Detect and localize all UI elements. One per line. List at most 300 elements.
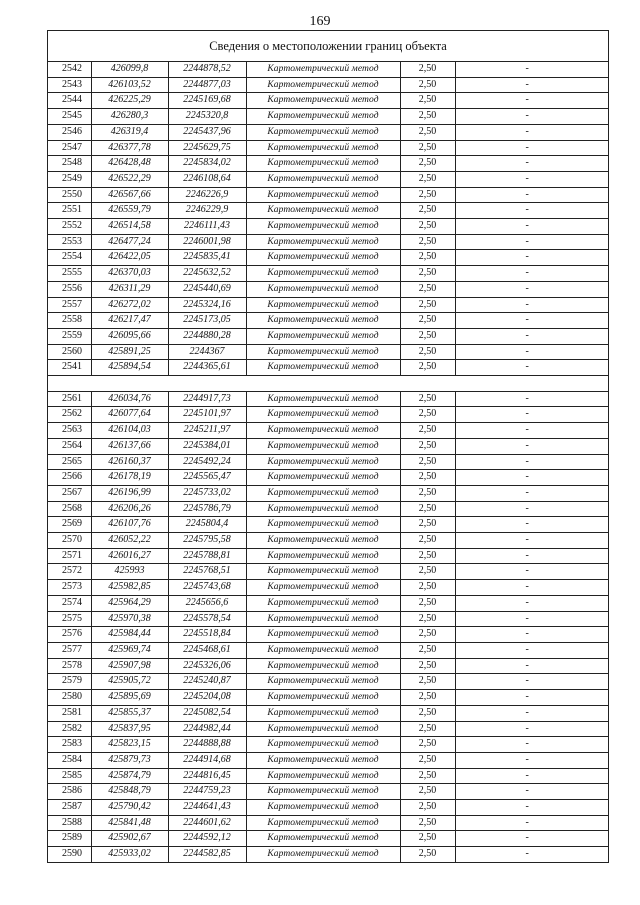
y-coordinate-cell: 2245786,79: [168, 501, 246, 517]
accuracy-cell: 2,50: [400, 674, 455, 690]
note-cell: -: [455, 831, 608, 847]
table-row: [48, 501, 608, 517]
table-row: [48, 611, 608, 627]
accuracy-cell: 2,50: [400, 438, 455, 454]
method-cell: Картометрический метод: [246, 187, 400, 203]
method-cell: Картометрический метод: [246, 391, 400, 407]
accuracy-cell: 2,50: [400, 564, 455, 580]
y-coordinate-cell: 2245733,02: [168, 485, 246, 501]
x-coordinate-cell: 426377,78: [91, 140, 168, 156]
x-coordinate-cell: 426160,37: [91, 454, 168, 470]
x-coordinate-cell: 425933,02: [91, 847, 168, 862]
y-coordinate-cell: 2244816,45: [168, 768, 246, 784]
x-coordinate-cell: 426137,66: [91, 438, 168, 454]
method-cell: Картометрический метод: [246, 784, 400, 800]
method-cell: Картометрический метод: [246, 250, 400, 266]
note-cell: -: [455, 281, 608, 297]
table-row: [48, 344, 608, 360]
method-cell: Картометрический метод: [246, 328, 400, 344]
accuracy-cell: 2,50: [400, 533, 455, 549]
note-cell: -: [455, 391, 608, 407]
y-coordinate-cell: 2245173,05: [168, 313, 246, 329]
x-coordinate-cell: 426422,05: [91, 250, 168, 266]
point-number-cell: 2545: [48, 109, 91, 125]
point-number-cell: 2590: [48, 847, 91, 862]
y-coordinate-cell: 2244367: [168, 344, 246, 360]
x-coordinate-cell: 425969,74: [91, 643, 168, 659]
y-coordinate-cell: 2245320,8: [168, 109, 246, 125]
method-cell: Картометрический метод: [246, 752, 400, 768]
note-cell: -: [455, 62, 608, 77]
x-coordinate-cell: 426104,03: [91, 423, 168, 439]
x-coordinate-cell: 426522,29: [91, 171, 168, 187]
point-number-cell: 2573: [48, 580, 91, 596]
accuracy-cell: 2,50: [400, 768, 455, 784]
y-coordinate-cell: 2245629,75: [168, 140, 246, 156]
x-coordinate-cell: 425902,67: [91, 831, 168, 847]
note-cell: -: [455, 328, 608, 344]
accuracy-cell: 2,50: [400, 690, 455, 706]
contour-separator-row: [48, 376, 608, 392]
note-cell: -: [455, 501, 608, 517]
note-cell: -: [455, 721, 608, 737]
point-number-cell: 2550: [48, 187, 91, 203]
method-cell: Картометрический метод: [246, 847, 400, 862]
note-cell: -: [455, 800, 608, 816]
accuracy-cell: 2,50: [400, 140, 455, 156]
table-row: [48, 595, 608, 611]
x-coordinate-cell: 426311,29: [91, 281, 168, 297]
note-cell: -: [455, 250, 608, 266]
accuracy-cell: 2,50: [400, 344, 455, 360]
table-row: [48, 140, 608, 156]
accuracy-cell: 2,50: [400, 423, 455, 439]
table-row: [48, 187, 608, 203]
x-coordinate-cell: 425855,37: [91, 705, 168, 721]
method-cell: Картометрический метод: [246, 533, 400, 549]
note-cell: -: [455, 360, 608, 376]
note-cell: -: [455, 344, 608, 360]
note-cell: -: [455, 533, 608, 549]
method-cell: Картометрический метод: [246, 203, 400, 219]
method-cell: Картометрический метод: [246, 705, 400, 721]
y-coordinate-cell: 2244601,62: [168, 815, 246, 831]
note-cell: -: [455, 297, 608, 313]
table-row: [48, 815, 608, 831]
point-number-cell: 2542: [48, 62, 91, 77]
note-cell: -: [455, 109, 608, 125]
accuracy-cell: 2,50: [400, 250, 455, 266]
method-cell: Картометрический метод: [246, 658, 400, 674]
x-coordinate-cell: 426428,48: [91, 156, 168, 172]
x-coordinate-cell: 426514,58: [91, 219, 168, 235]
y-coordinate-cell: 2245101,97: [168, 407, 246, 423]
point-number-cell: 2541: [48, 360, 91, 376]
accuracy-cell: 2,50: [400, 721, 455, 737]
point-number-cell: 2567: [48, 485, 91, 501]
table-row: [48, 281, 608, 297]
accuracy-cell: 2,50: [400, 501, 455, 517]
method-cell: Картометрический метод: [246, 297, 400, 313]
method-cell: Картометрический метод: [246, 281, 400, 297]
accuracy-cell: 2,50: [400, 517, 455, 533]
table-row: [48, 391, 608, 407]
point-number-cell: 2559: [48, 328, 91, 344]
x-coordinate-cell: 426477,24: [91, 234, 168, 250]
y-coordinate-cell: 2245204,08: [168, 690, 246, 706]
point-number-cell: 2571: [48, 548, 91, 564]
point-number-cell: 2547: [48, 140, 91, 156]
method-cell: Картометрический метод: [246, 360, 400, 376]
x-coordinate-cell: 425970,38: [91, 611, 168, 627]
note-cell: -: [455, 580, 608, 596]
table-row: [48, 156, 608, 172]
coordinates-table: [48, 62, 608, 862]
table-row: [48, 124, 608, 140]
x-coordinate-cell: 426099,8: [91, 62, 168, 77]
note-cell: -: [455, 595, 608, 611]
y-coordinate-cell: 2244365,61: [168, 360, 246, 376]
table-row: [48, 784, 608, 800]
method-cell: Картометрический метод: [246, 548, 400, 564]
y-coordinate-cell: 2245835,41: [168, 250, 246, 266]
point-number-cell: 2568: [48, 501, 91, 517]
accuracy-cell: 2,50: [400, 548, 455, 564]
table-row: [48, 831, 608, 847]
y-coordinate-cell: 2244880,28: [168, 328, 246, 344]
point-number-cell: 2546: [48, 124, 91, 140]
x-coordinate-cell: 425841,48: [91, 815, 168, 831]
method-cell: Картометрический метод: [246, 674, 400, 690]
note-cell: -: [455, 690, 608, 706]
x-coordinate-cell: 426370,03: [91, 266, 168, 282]
x-coordinate-cell: 425905,72: [91, 674, 168, 690]
y-coordinate-cell: 2244878,52: [168, 62, 246, 77]
point-number-cell: 2555: [48, 266, 91, 282]
table-row: [48, 423, 608, 439]
accuracy-cell: 2,50: [400, 470, 455, 486]
y-coordinate-cell: 2244914,68: [168, 752, 246, 768]
point-number-cell: 2572: [48, 564, 91, 580]
y-coordinate-cell: 2245578,54: [168, 611, 246, 627]
table-row: [48, 674, 608, 690]
y-coordinate-cell: 2244877,03: [168, 77, 246, 93]
y-coordinate-cell: 2244917,73: [168, 391, 246, 407]
x-coordinate-cell: 426034,76: [91, 391, 168, 407]
y-coordinate-cell: 2246001,98: [168, 234, 246, 250]
x-coordinate-cell: 425894,54: [91, 360, 168, 376]
y-coordinate-cell: 2245632,52: [168, 266, 246, 282]
x-coordinate-cell: 426107,76: [91, 517, 168, 533]
accuracy-cell: 2,50: [400, 313, 455, 329]
note-cell: -: [455, 705, 608, 721]
point-number-cell: 2586: [48, 784, 91, 800]
method-cell: Картометрический метод: [246, 266, 400, 282]
table-row: [48, 658, 608, 674]
accuracy-cell: 2,50: [400, 109, 455, 125]
method-cell: Картометрический метод: [246, 77, 400, 93]
method-cell: Картометрический метод: [246, 815, 400, 831]
x-coordinate-cell: 426016,27: [91, 548, 168, 564]
note-cell: -: [455, 768, 608, 784]
y-coordinate-cell: 2245468,61: [168, 643, 246, 659]
x-coordinate-cell: 425993: [91, 564, 168, 580]
method-cell: Картометрический метод: [246, 219, 400, 235]
method-cell: Картометрический метод: [246, 62, 400, 77]
accuracy-cell: 2,50: [400, 815, 455, 831]
note-cell: -: [455, 438, 608, 454]
y-coordinate-cell: 2245743,68: [168, 580, 246, 596]
table-row: [48, 360, 608, 376]
point-number-cell: 2563: [48, 423, 91, 439]
note-cell: -: [455, 485, 608, 501]
method-cell: Картометрический метод: [246, 517, 400, 533]
x-coordinate-cell: 426272,02: [91, 297, 168, 313]
point-number-cell: 2570: [48, 533, 91, 549]
x-coordinate-cell: 426103,52: [91, 77, 168, 93]
accuracy-cell: 2,50: [400, 203, 455, 219]
x-coordinate-cell: 426052,22: [91, 533, 168, 549]
point-number-cell: 2574: [48, 595, 91, 611]
point-number-cell: 2544: [48, 93, 91, 109]
x-coordinate-cell: 426567,66: [91, 187, 168, 203]
accuracy-cell: 2,50: [400, 627, 455, 643]
point-number-cell: 2554: [48, 250, 91, 266]
method-cell: Картометрический метод: [246, 737, 400, 753]
accuracy-cell: 2,50: [400, 156, 455, 172]
table-row: [48, 800, 608, 816]
note-cell: -: [455, 219, 608, 235]
note-cell: -: [455, 140, 608, 156]
note-cell: -: [455, 203, 608, 219]
y-coordinate-cell: 2245082,54: [168, 705, 246, 721]
x-coordinate-cell: 426280,3: [91, 109, 168, 125]
y-coordinate-cell: 2245326,06: [168, 658, 246, 674]
x-coordinate-cell: 425837,95: [91, 721, 168, 737]
method-cell: Картометрический метод: [246, 109, 400, 125]
y-coordinate-cell: 2246229,9: [168, 203, 246, 219]
point-number-cell: 2589: [48, 831, 91, 847]
y-coordinate-cell: 2244759,23: [168, 784, 246, 800]
table-row: [48, 203, 608, 219]
y-coordinate-cell: 2245804,4: [168, 517, 246, 533]
x-coordinate-cell: 426206,26: [91, 501, 168, 517]
accuracy-cell: 2,50: [400, 328, 455, 344]
x-coordinate-cell: 426217,47: [91, 313, 168, 329]
method-cell: Картометрический метод: [246, 690, 400, 706]
x-coordinate-cell: 425891,25: [91, 344, 168, 360]
note-cell: -: [455, 77, 608, 93]
point-number-cell: 2575: [48, 611, 91, 627]
point-number-cell: 2569: [48, 517, 91, 533]
point-number-cell: 2581: [48, 705, 91, 721]
accuracy-cell: 2,50: [400, 485, 455, 501]
note-cell: -: [455, 234, 608, 250]
accuracy-cell: 2,50: [400, 124, 455, 140]
method-cell: Картометрический метод: [246, 721, 400, 737]
method-cell: Картометрический метод: [246, 124, 400, 140]
y-coordinate-cell: 2245240,87: [168, 674, 246, 690]
method-cell: Картометрический метод: [246, 580, 400, 596]
accuracy-cell: 2,50: [400, 187, 455, 203]
note-cell: -: [455, 454, 608, 470]
y-coordinate-cell: 2245169,68: [168, 93, 246, 109]
method-cell: Картометрический метод: [246, 438, 400, 454]
accuracy-cell: 2,50: [400, 360, 455, 376]
x-coordinate-cell: 425874,79: [91, 768, 168, 784]
point-number-cell: 2562: [48, 407, 91, 423]
method-cell: Картометрический метод: [246, 93, 400, 109]
point-number-cell: 2582: [48, 721, 91, 737]
point-number-cell: 2543: [48, 77, 91, 93]
table-row: [48, 548, 608, 564]
accuracy-cell: 2,50: [400, 752, 455, 768]
table-row: [48, 250, 608, 266]
point-number-cell: 2548: [48, 156, 91, 172]
table-row: [48, 313, 608, 329]
accuracy-cell: 2,50: [400, 643, 455, 659]
y-coordinate-cell: 2246111,43: [168, 219, 246, 235]
method-cell: Картометрический метод: [246, 501, 400, 517]
y-coordinate-cell: 2244641,43: [168, 800, 246, 816]
table-row: [48, 752, 608, 768]
point-number-cell: 2552: [48, 219, 91, 235]
accuracy-cell: 2,50: [400, 800, 455, 816]
point-number-cell: 2556: [48, 281, 91, 297]
accuracy-cell: 2,50: [400, 407, 455, 423]
x-coordinate-cell: 425823,15: [91, 737, 168, 753]
table-row: [48, 171, 608, 187]
table-row: [48, 266, 608, 282]
accuracy-cell: 2,50: [400, 595, 455, 611]
accuracy-cell: 2,50: [400, 77, 455, 93]
point-number-cell: 2558: [48, 313, 91, 329]
y-coordinate-cell: 2245211,97: [168, 423, 246, 439]
method-cell: Картометрический метод: [246, 564, 400, 580]
y-coordinate-cell: 2246226,9: [168, 187, 246, 203]
y-coordinate-cell: 2245518,84: [168, 627, 246, 643]
note-cell: -: [455, 313, 608, 329]
x-coordinate-cell: 426196,99: [91, 485, 168, 501]
y-coordinate-cell: 2246108,64: [168, 171, 246, 187]
table-row: [48, 234, 608, 250]
table-row: [48, 847, 608, 862]
accuracy-cell: 2,50: [400, 705, 455, 721]
method-cell: Картометрический метод: [246, 768, 400, 784]
y-coordinate-cell: 2245437,96: [168, 124, 246, 140]
x-coordinate-cell: 426319,4: [91, 124, 168, 140]
method-cell: Картометрический метод: [246, 627, 400, 643]
accuracy-cell: 2,50: [400, 737, 455, 753]
point-number-cell: 2564: [48, 438, 91, 454]
page-number: 169: [309, 14, 331, 29]
table-row: [48, 643, 608, 659]
table-row: [48, 705, 608, 721]
point-number-cell: 2584: [48, 752, 91, 768]
point-number-cell: 2579: [48, 674, 91, 690]
point-number-cell: 2549: [48, 171, 91, 187]
point-number-cell: 2553: [48, 234, 91, 250]
table-row: [48, 219, 608, 235]
note-cell: -: [455, 674, 608, 690]
accuracy-cell: 2,50: [400, 454, 455, 470]
point-number-cell: 2566: [48, 470, 91, 486]
table-row: [48, 297, 608, 313]
accuracy-cell: 2,50: [400, 234, 455, 250]
note-cell: -: [455, 611, 608, 627]
y-coordinate-cell: 2245795,58: [168, 533, 246, 549]
x-coordinate-cell: 425984,44: [91, 627, 168, 643]
note-cell: -: [455, 737, 608, 753]
method-cell: Картометрический метод: [246, 800, 400, 816]
note-cell: -: [455, 470, 608, 486]
y-coordinate-cell: 2245768,51: [168, 564, 246, 580]
table-row: [48, 690, 608, 706]
accuracy-cell: 2,50: [400, 266, 455, 282]
y-coordinate-cell: 2245492,24: [168, 454, 246, 470]
note-cell: -: [455, 407, 608, 423]
table-heading: Сведения о местоположении границ объекта: [48, 31, 608, 62]
note-cell: -: [455, 658, 608, 674]
method-cell: Картометрический метод: [246, 470, 400, 486]
accuracy-cell: 2,50: [400, 847, 455, 862]
method-cell: Картометрический метод: [246, 595, 400, 611]
note-cell: -: [455, 627, 608, 643]
method-cell: Картометрический метод: [246, 407, 400, 423]
note-cell: -: [455, 93, 608, 109]
method-cell: Картометрический метод: [246, 611, 400, 627]
note-cell: -: [455, 564, 608, 580]
point-number-cell: 2560: [48, 344, 91, 360]
y-coordinate-cell: 2245324,16: [168, 297, 246, 313]
note-cell: -: [455, 752, 608, 768]
y-coordinate-cell: 2245565,47: [168, 470, 246, 486]
x-coordinate-cell: 425964,29: [91, 595, 168, 611]
note-cell: -: [455, 548, 608, 564]
table-row: [48, 93, 608, 109]
x-coordinate-cell: 425895,69: [91, 690, 168, 706]
note-cell: -: [455, 124, 608, 140]
method-cell: Картометрический метод: [246, 423, 400, 439]
table-row: [48, 485, 608, 501]
note-cell: -: [455, 815, 608, 831]
method-cell: Картометрический метод: [246, 171, 400, 187]
accuracy-cell: 2,50: [400, 784, 455, 800]
x-coordinate-cell: 425982,85: [91, 580, 168, 596]
method-cell: Картометрический метод: [246, 234, 400, 250]
point-number-cell: 2565: [48, 454, 91, 470]
method-cell: Картометрический метод: [246, 485, 400, 501]
note-cell: -: [455, 171, 608, 187]
y-coordinate-cell: 2244582,85: [168, 847, 246, 862]
table-row: [48, 62, 608, 77]
point-number-cell: 2551: [48, 203, 91, 219]
y-coordinate-cell: 2244982,44: [168, 721, 246, 737]
x-coordinate-cell: 426559,79: [91, 203, 168, 219]
table-row: [48, 470, 608, 486]
method-cell: Картометрический метод: [246, 831, 400, 847]
y-coordinate-cell: 2245834,02: [168, 156, 246, 172]
table-row: [48, 77, 608, 93]
separator-cell: [48, 376, 608, 392]
method-cell: Картометрический метод: [246, 313, 400, 329]
method-cell: Картометрический метод: [246, 140, 400, 156]
table-row: [48, 407, 608, 423]
x-coordinate-cell: 426225,29: [91, 93, 168, 109]
method-cell: Картометрический метод: [246, 156, 400, 172]
note-cell: -: [455, 847, 608, 862]
method-cell: Картометрический метод: [246, 454, 400, 470]
